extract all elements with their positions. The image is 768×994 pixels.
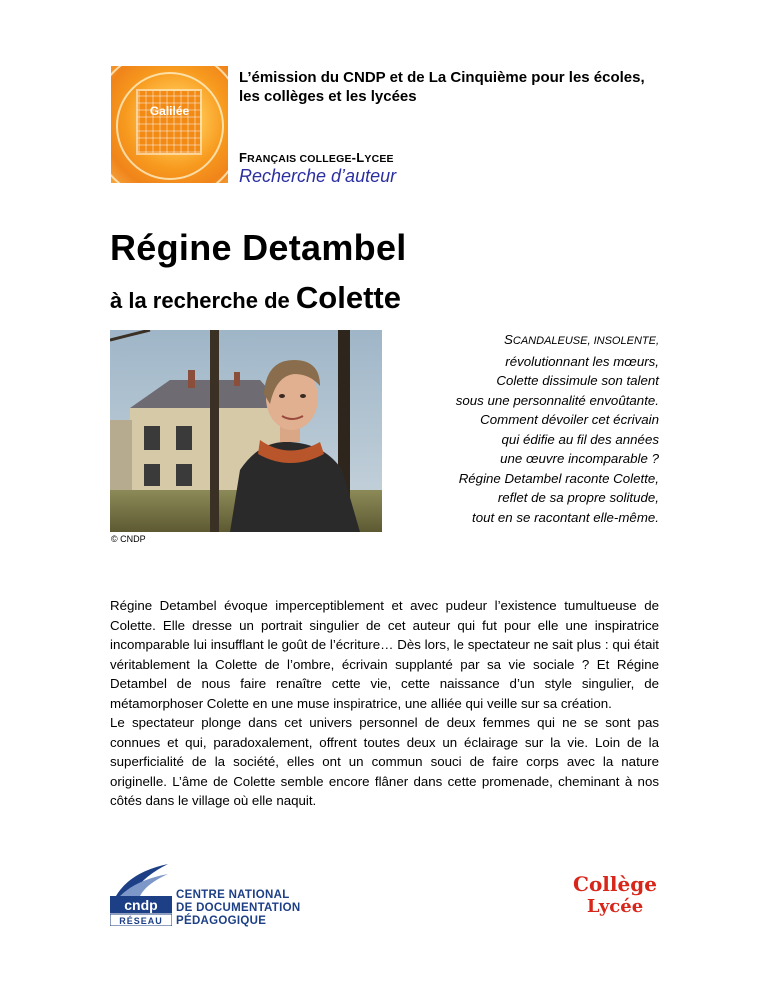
page-subtitle [110,280,401,316]
intro-line: révolutionnant les mœurs, [505,353,659,369]
cndp-line: PÉDAGOGIQUE [176,915,267,927]
body-paragraph: Régine Detambel évoque imperceptiblement et avec pudeur l’existence tumultueuse de Colette. Elle dresse un portrait singulier de cet auteur qui fut pour elle une inspiratrice incomparable lui insufflant le goût de l’écriture… Dès lors, le spectateur ne sait plus : qui était véritablement la Colette de l’ombre, écrivain supplanté par sa vie sociale ? Et Régine Detambel de nous faire renaître cette vie, cette naissance d’un style singulier, de métamorphoser Colette en une muse inspiratrice, une alliée qui veille sur sa création. [110,598,659,711]
photo-credit: © CNDP [111,534,146,544]
logo-maze [138,91,200,153]
intro-first-cap: S [504,332,513,347]
photo-illustration [110,330,382,532]
intro-line: sous une personnalité envoûtante. [455,392,659,408]
intro-line: qui édifie au fil des années [501,431,659,447]
intro-line: Colette dissimule son talent [496,373,659,388]
cndp-logo-mark [110,862,172,926]
body-text [110,596,659,811]
body-paragraph: Le spectateur plonge dans cet univers personnel de deux femmes qui ne se sont pas connues et qui, paradoxalement, offrent toutes deux un éclairage sur la vie. Loin de la superficialité de la société, elles ont un commun souci de faire corps avec la nature originelle. L’âme de Colette semble encore flâner dans cette promenade, cheminant à nos côtés dans le village où elle naquit. [110,715,659,808]
cndp-line: DE DOCUMENTATION [176,902,301,914]
subject-cap-2: L [356,150,365,165]
subtitle-prefix: à la recherche de [110,288,296,313]
subject-subheading: Recherche d’auteur [239,166,397,186]
intro-first-rest: CANDALEUSE, INSOLENTE, [512,335,659,347]
cndp-logo [110,862,172,926]
subject-dash: - [351,150,357,165]
logo-label: Galilée [149,104,190,118]
intro-line: reflet de sa propre solitude, [497,490,659,505]
cndp-logo-sub: RÉSEAU [119,916,163,926]
badge-college: Collège [573,872,657,896]
cndp-logo-word: cndp [124,897,158,913]
portrait-photo [110,330,382,532]
intro-line: Comment dévoiler cet écrivain [480,412,659,427]
badge-lycee: Lycée [586,896,644,917]
intro-line: Régine Detambel raconte Colette, [458,470,659,486]
page-title: Régine Detambel [110,227,407,268]
college-lycee-badge [570,872,660,918]
header-tagline: L’émission du CNDP et de La Cinquième pour les écoles, les collèges et les lycées [239,69,645,105]
galilee-logo [111,66,228,183]
cndp-line: CENTRE NATIONAL [176,889,290,901]
subject-cap: F [239,150,248,165]
intro-line: une œuvre incomparable ? [500,451,659,466]
cndp-name [176,889,300,928]
subject-rest: RANÇAIS COLLEGE [247,153,352,165]
intro-first-line [395,330,659,352]
subject-rest-2: YCEE [364,153,394,165]
subject-heading [239,150,394,165]
subtitle-name: Colette [295,280,401,315]
intro-line: tout en se racontant elle-même. [472,509,659,525]
intro-text [395,330,659,527]
